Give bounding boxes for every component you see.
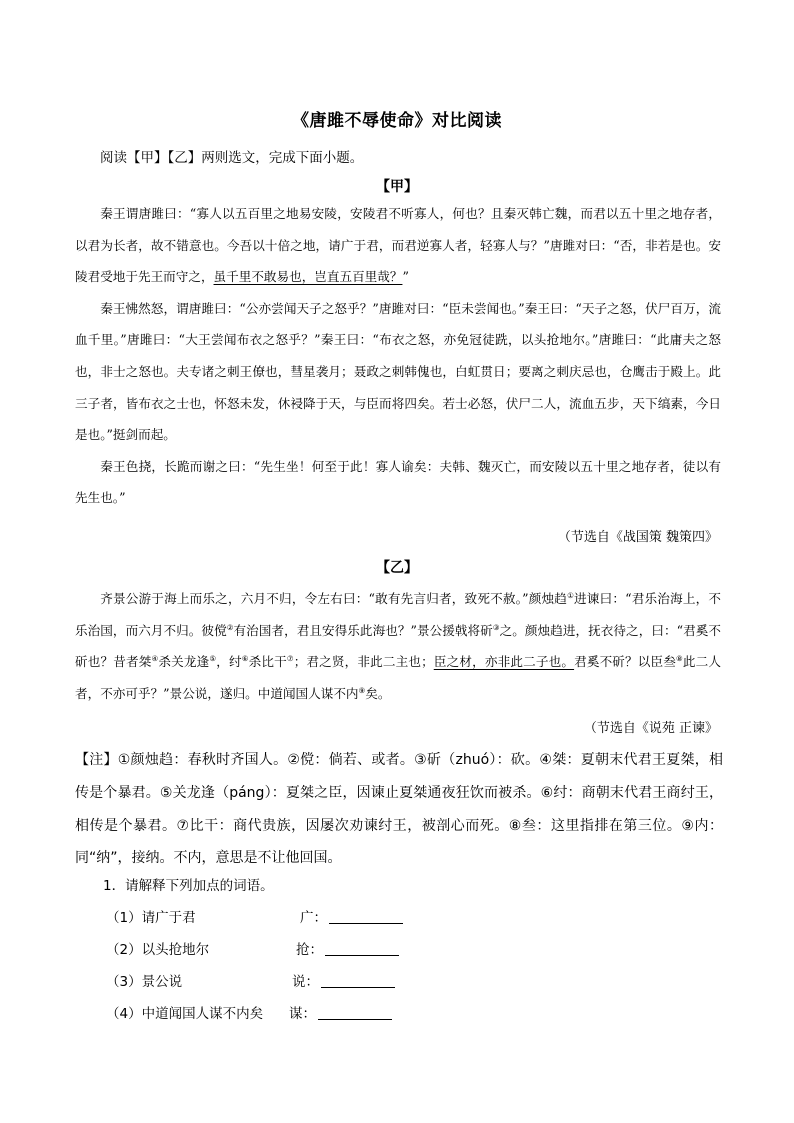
question-item-4: （4）中道闻国人谋不内矣 谋：	[106, 1002, 263, 1026]
document-title: 《唐雎不辱使命》对比阅读	[292, 111, 502, 131]
passage-jia	[75, 198, 721, 514]
answer-blank-2[interactable]	[325, 941, 399, 956]
underlined-sentence-yi: 臣之材，亦非此二子也。	[433, 654, 575, 670]
question-title: 1．请解释下列加点的词语。	[103, 878, 274, 894]
passage-jia-paragraph-3: 秦王色挠，长跪而谢之曰：“先生坐！何至于此！寡人谕矣：夫韩、魏灭亡，而安陵以五十里之地存者，徒以有先生也。”	[75, 458, 721, 506]
answer-blank-3[interactable]	[321, 973, 395, 988]
passage-yi-paragraph: 齐景公游于海上而乐之，六月不归，令左右曰：“敢有先言归者，致死不赦。”颜烛趋①进谏曰：“君乐治海上，不乐治国，而六月不归。彼傥②有治国者，君且安得乐此海也？”景公援戟将斫③之。颜烛趋进，抚衣待之，曰：“君奚不斫也？昔者桀④杀关龙逢⑤，纣⑥杀比干⑦；君之贤，非此二主也；臣之材，亦非此二子也。君奚不斫？以臣叁⑧此二人者，不亦可乎？”景公说，遂归。中道闻国人谋不内⑨矣。	[75, 590, 722, 701]
question-item-2: （2）以头抢地尔 抢：	[106, 938, 209, 962]
instruction-text: 阅读【甲】【乙】两则选文，完成下面小题。	[100, 150, 364, 166]
question-item-1: （1）请广于君 广：	[106, 906, 196, 930]
source-citation-jia: （节选自《战国策 魏策四》	[557, 530, 718, 545]
section-header-yi: 【乙】	[376, 560, 418, 576]
passage-yi	[75, 583, 721, 709]
section-header-jia: 【甲】	[376, 179, 418, 195]
passage-jia-paragraph-1: 秦王谓唐雎曰：“寡人以五百里之地易安陵，安陵君不听寡人，何也？且秦灭韩亡魏，而君以五十里之地存者，以君为长者，故不错意也。今吾以十倍之地，请广于君，而君逆寡人者，轻寡人与？”唐雎对曰：“否，非若是也。安陵君受地于先王而守之，虽千里不敢易也，岂直五百里哉？”	[75, 206, 721, 285]
annotation-notes: 【注】①颜烛趋：春秋时齐国人。②傥：倘若、或者。③斫（zhuó）：砍。④桀：夏朝末代君王夏桀，相传是个暴君。⑤关龙逢（páng）：夏桀之臣，因谏止夏桀通夜狂饮而被杀。⑥纣：商朝末代君王商纣王，相传是个暴君。⑦比干：商代贵族，因屡次劝谏纣王，被剖心而死。⑧叁：这里指排在第三位。⑨内：同“纳”，接纳。不内，意思是不让他回国。	[75, 752, 723, 867]
answer-blank-1[interactable]	[329, 909, 403, 924]
question-item-3: （3）景公说 说：	[106, 970, 182, 994]
underlined-sentence: 虽千里不敢易也，岂直五百里哉？	[213, 269, 403, 285]
answer-blank-4[interactable]	[318, 1005, 392, 1020]
passage-jia-paragraph-2: 秦王怫然怒，谓唐雎曰：“公亦尝闻天子之怒乎？”唐雎对曰：“臣未尝闻也。”秦王曰：“天子之怒，伏尸百万，流血千里。”唐雎曰：“大王尝闻布衣之怒乎？”秦王曰：“布衣之怒，亦免冠徒跣，以头抢地尔。”唐雎曰：“此庸夫之怒也，非士之怒也。夫专诸之刺王僚也，彗星袭月；聂政之刺韩傀也，白虹贯日；要离之刺庆忌也，仓鹰击于殿上。此三子者，皆布衣之士也，怀怒未发，休祲降于天，与臣而将四矣。若士必怒，伏尸二人，流血五步，天下缟素，今日是也。”挺剑而起。	[75, 300, 721, 443]
source-citation-yi: （节选自《说苑 正谏》	[583, 721, 718, 736]
